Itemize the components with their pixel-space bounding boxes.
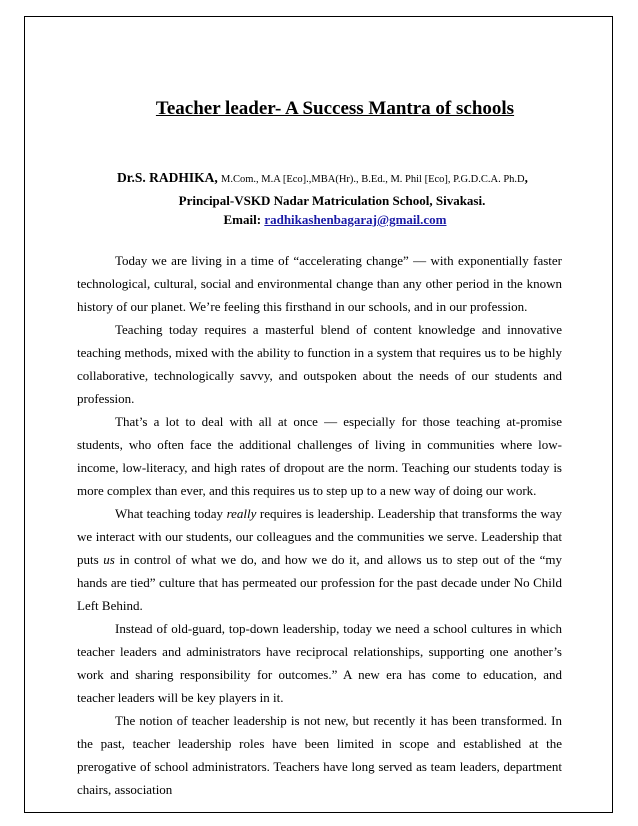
author-position: Principal-VSKD Nadar Matriculation School, Sivakasi.	[178, 193, 486, 208]
paragraph-4	[77, 502, 562, 617]
paragraph-6: The notion of teacher leadership is not new, but recently it has been transformed. In the past, teacher leadership roles have been limited in scope and established at the prerogative of school administrators. Teachers have long served as team leaders, department chairs, association	[77, 713, 562, 797]
body-text	[77, 249, 562, 801]
author-trailing-comma: ,	[524, 170, 528, 185]
paragraph-5: Instead of old-guard, top-down leadership, today we need a school cultures in which teacher leaders and administrators have reciprocal relationships, supporting one another’s work and sharing responsibility for outcomes.” A new era has come to education, and teacher leaders will be key players in it.	[77, 621, 562, 705]
email-label: Email:	[223, 212, 262, 227]
paragraph-4-emphasis-really: really	[226, 506, 257, 521]
paragraph-4-part-a: What teaching today	[115, 506, 227, 521]
paragraph-1: Today we are living in a time of “accelerating change” — with exponentially faster technological, cultural, social and environmental change than any other period in the known history of our planet. We’re feeling this firsthand in our schools, and in our profession.	[77, 253, 562, 314]
email-link[interactable]: radhikashenbagaraj@gmail.com	[264, 212, 447, 227]
paragraph-2: Teaching today requires a masterful blend of content knowledge and innovative teaching methods, mixed with the ability to function in a system that requires us to be highly collaborative, technologically savvy, and outspoken about the needs of our students and profession.	[77, 322, 562, 406]
author-name: Dr.S. RADHIKA,	[117, 170, 218, 185]
paragraph-3: That’s a lot to deal with all at once — especially for those teaching at-promise students, who often face the additional challenges of living in communities where low-income, low-literacy, and high rates of dropout are the norm. Teaching our students today is more complex than ever, and this requires us to step up to a new way of doing our work.	[77, 414, 562, 498]
paragraph-4-part-b: requires is leadership. Leadership that transforms the way we interact with our students, our colleagues and the communities we serve. Leadership that puts	[77, 506, 562, 567]
document-title: Teacher leader- A Success Mantra of schools	[155, 98, 515, 119]
paragraph-4-part-c: in control of what we do, and how we do it, and allows us to step out of the “my hands are tied” culture that has permeated our profession for the past decade under No Child Left Behind.	[77, 552, 563, 613]
author-qualifications: M.Com., M.A [Eco].,MBA(Hr)., B.Ed., M. Phil [Eco], P.G.D.C.A. Ph.D	[221, 174, 525, 185]
author-line	[117, 170, 528, 186]
paragraph-4-emphasis-us: us	[103, 552, 115, 567]
email-line	[0, 212, 638, 228]
